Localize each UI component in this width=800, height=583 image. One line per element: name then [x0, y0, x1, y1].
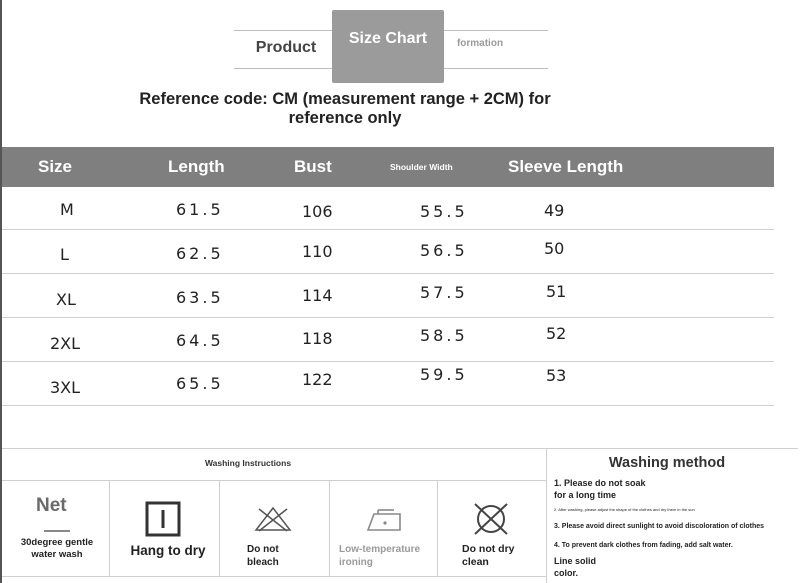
cell-sleeve: 52 — [546, 324, 567, 343]
net-label: Net — [36, 495, 67, 516]
col-bust: Bust — [294, 157, 332, 176]
method-step-3: 3. Please avoid direct sunlight to avoid discoloration of clothes — [554, 523, 765, 530]
icon-divider — [437, 480, 438, 576]
iron-label-2: ironing — [339, 557, 373, 568]
cell-bust: 122 — [302, 370, 333, 389]
tab-line-bottom — [234, 68, 332, 69]
cell-size: M — [60, 200, 74, 219]
icon-divider — [219, 480, 220, 576]
hang-dry-label: Hang to dry — [130, 543, 206, 558]
method-step-4: 4. To prevent dark clothes from fading, add salt water. — [554, 542, 733, 549]
cell-bust: 118 — [302, 329, 333, 348]
cell-sleeve: 49 — [544, 201, 565, 220]
wash-top-border — [2, 448, 798, 449]
col-sleeve-length: Sleeve Length — [508, 157, 624, 176]
reference-note: Reference code: CM (measurement range + 2CM) for reference only — [139, 90, 551, 127]
method-step-6: color. — [554, 568, 579, 578]
cell-bust: 106 — [302, 202, 333, 221]
cell-size: L — [60, 245, 69, 264]
tab-line-bottom-right — [444, 68, 548, 69]
row-divider — [2, 229, 774, 230]
cell-sleeve: 53 — [546, 366, 567, 385]
no-bleach-icon — [253, 505, 293, 533]
col-length: Length — [168, 157, 225, 176]
cell-sleeve: 50 — [544, 239, 565, 258]
row-divider — [2, 273, 774, 274]
no-dry-clean-icon — [470, 500, 512, 538]
cell-size: 3XL — [50, 378, 81, 397]
wash-label-line2: water wash — [31, 549, 83, 560]
hang-dry-icon — [145, 501, 181, 537]
net-underline — [44, 530, 70, 532]
cell-length: 63.5 — [176, 288, 224, 307]
tab-information[interactable]: formation — [456, 38, 504, 49]
cell-length: 64.5 — [176, 331, 224, 350]
cell-size: 2XL — [50, 334, 81, 353]
cell-sleeve: 51 — [546, 282, 567, 301]
washing-method-title: Washing method — [608, 455, 726, 471]
no-dry-clean-label-1: Do not dry — [462, 543, 515, 555]
cell-shoulder: 55.5 — [420, 202, 468, 221]
cell-length: 65.5 — [176, 374, 224, 393]
cell-shoulder: 56.5 — [420, 241, 468, 260]
cell-length: 61.5 — [176, 200, 224, 219]
col-size: Size — [38, 157, 73, 176]
row-divider — [2, 317, 774, 318]
wash-title-divider — [2, 480, 546, 481]
col-shoulder-width: Shoulder Width — [390, 162, 453, 172]
table-header — [2, 147, 774, 187]
cell-bust: 110 — [302, 242, 333, 261]
washing-instructions-title: Washing Instructions — [204, 458, 292, 468]
no-dry-clean-label-2: clean — [462, 556, 489, 568]
cell-length: 62.5 — [176, 244, 224, 263]
no-bleach-label-2: bleach — [247, 557, 279, 568]
iron-label-1: Low-temperature — [339, 544, 421, 555]
wash-bottom-border — [2, 576, 546, 577]
method-step-1b: for a long time — [554, 490, 617, 500]
method-step-2: 2. After washing, please adjust the shape of the clothes and dry them in the sun — [554, 507, 695, 512]
row-divider — [2, 405, 774, 406]
no-bleach-label-1: Do not — [247, 544, 279, 555]
frame-border — [0, 0, 2, 583]
cell-bust: 114 — [302, 286, 333, 305]
cell-size: XL — [56, 290, 76, 309]
icon-divider — [329, 480, 330, 576]
method-step-1: 1. Please do not soak — [554, 478, 646, 488]
cell-shoulder: 58.5 — [420, 326, 468, 345]
icon-divider — [109, 480, 110, 576]
tab-product[interactable]: Product — [255, 39, 317, 56]
cell-shoulder: 57.5 — [420, 283, 468, 302]
tab-size-chart-label: Size Chart — [348, 30, 428, 47]
cell-shoulder: 59.5 — [420, 365, 468, 384]
wash-label-line1: 30degree gentle — [20, 537, 94, 548]
wash-method-divider — [546, 448, 547, 583]
tab-line-top-right — [444, 30, 548, 31]
low-temp-iron-icon — [364, 505, 404, 535]
method-step-5: Line solid — [554, 556, 597, 566]
row-divider — [2, 361, 774, 362]
